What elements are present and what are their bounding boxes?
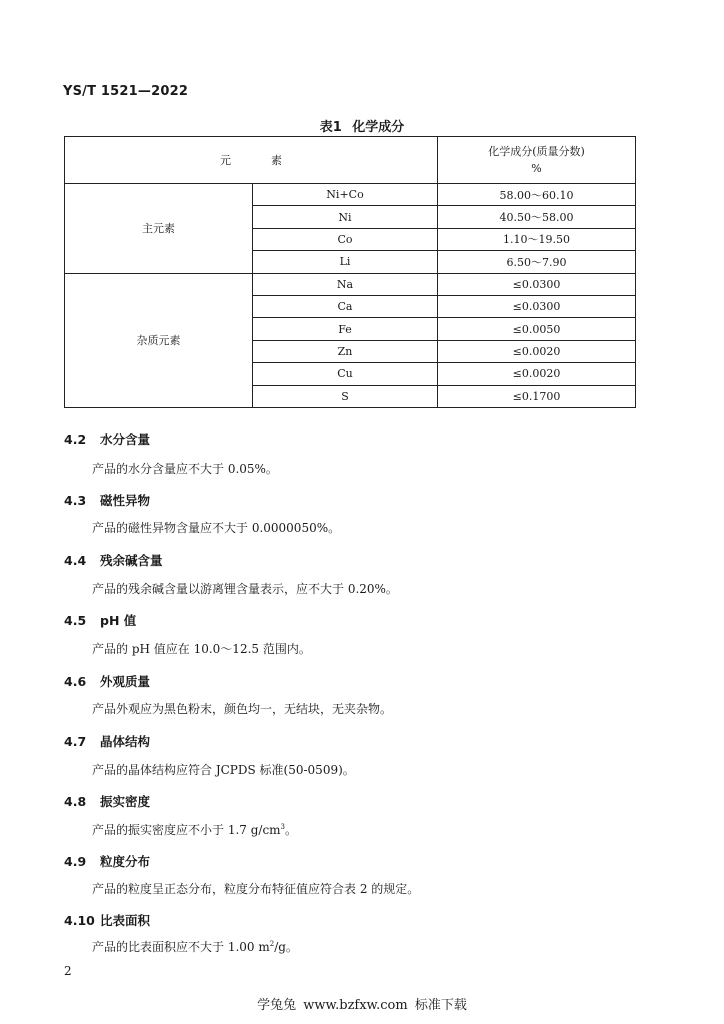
- element-cell: Ni: [253, 206, 438, 228]
- element-cell: Ca: [253, 295, 438, 317]
- section-text-4-7: 产品的晶体结构应符合 JCPDS 标准(50-0509)。: [92, 763, 355, 777]
- header-element: 元素: [65, 137, 438, 184]
- value-cell: 40.50～58.00: [438, 206, 636, 228]
- page-number: 2: [64, 964, 72, 978]
- section-text-4-8: 产品的振实密度应不小于 1.7 $g/cm^3$。: [92, 823, 298, 837]
- section-text-4-9: 产品的粒度呈正态分布，粒度分布特征值应符合表 2 的规定。: [92, 882, 420, 896]
- element-cell: Zn: [253, 340, 438, 362]
- value-cell: 58.00～60.10: [438, 184, 636, 206]
- element-cell: Cu: [253, 363, 438, 385]
- element-cell: Ni+Co: [253, 184, 438, 206]
- value-cell: ≤0.1700: [438, 385, 636, 407]
- table-row: [65, 273, 636, 295]
- standard-code: YS/T 1521—2022: [63, 84, 189, 99]
- section-heading-4-2: 4.2 水分含量: [64, 432, 151, 447]
- chemical-composition-table: [64, 136, 636, 408]
- section-heading-4-4: 4.4 残余碱含量: [64, 553, 163, 568]
- footer-watermark: 学兔兔 www.bzfxw.com 标准下载: [257, 998, 467, 1013]
- value-cell: ≤0.0300: [438, 295, 636, 317]
- table-title: 表1 化学成分: [319, 120, 405, 135]
- element-cell: S: [253, 385, 438, 407]
- section-text-4-6: 产品外观应为黑色粉末，颜色均一，无结块，无夹杂物。: [92, 702, 393, 716]
- value-cell: ≤0.0020: [438, 340, 636, 362]
- value-cell: ≤0.0020: [438, 363, 636, 385]
- section-heading-4-7: 4.7 晶体结构: [64, 734, 151, 749]
- section-heading-4-8: 4.8 振实密度: [64, 794, 151, 809]
- section-text-4-2: 产品的水分含量应不大于 0.05%。: [92, 462, 278, 476]
- section-heading-4-6: 4.6 外观质量: [64, 674, 151, 689]
- section-text-4-10: 产品的比表面积应不大于 1.00 $m^2/g$。: [92, 940, 298, 954]
- element-cell: Fe: [253, 318, 438, 340]
- element-cell: Na: [253, 273, 438, 295]
- group-main: 主元素: [65, 184, 253, 274]
- section-heading-4-3: 4.3 磁性异物: [64, 493, 151, 508]
- group-impurity: 杂质元素: [65, 273, 253, 407]
- value-cell: 6.50～7.90: [438, 251, 636, 273]
- value-cell: 1.10～19.50: [438, 228, 636, 250]
- section-heading-4-10: 4.10 比表面积: [64, 913, 151, 928]
- value-cell: ≤0.0050: [438, 318, 636, 340]
- section-text-4-4: 产品的残余碱含量以游离锂含量表示，应不大于 0.20%。: [92, 582, 398, 596]
- element-cell: Co: [253, 228, 438, 250]
- value-cell: ≤0.0300: [438, 273, 636, 295]
- element-cell: Li: [253, 251, 438, 273]
- table-row: [65, 184, 636, 206]
- section-text-4-5: 产品的 pH 值应在 10.0～12.5 范围内。: [92, 642, 311, 656]
- section-heading-4-5: 4.5 pH 值: [64, 613, 137, 628]
- section-text-4-3: 产品的磁性异物含量应不大于 0.0000050%。: [92, 521, 341, 535]
- header-composition: 化学成分(质量分数) %: [438, 137, 636, 184]
- section-heading-4-9: 4.9 粒度分布: [64, 854, 151, 869]
